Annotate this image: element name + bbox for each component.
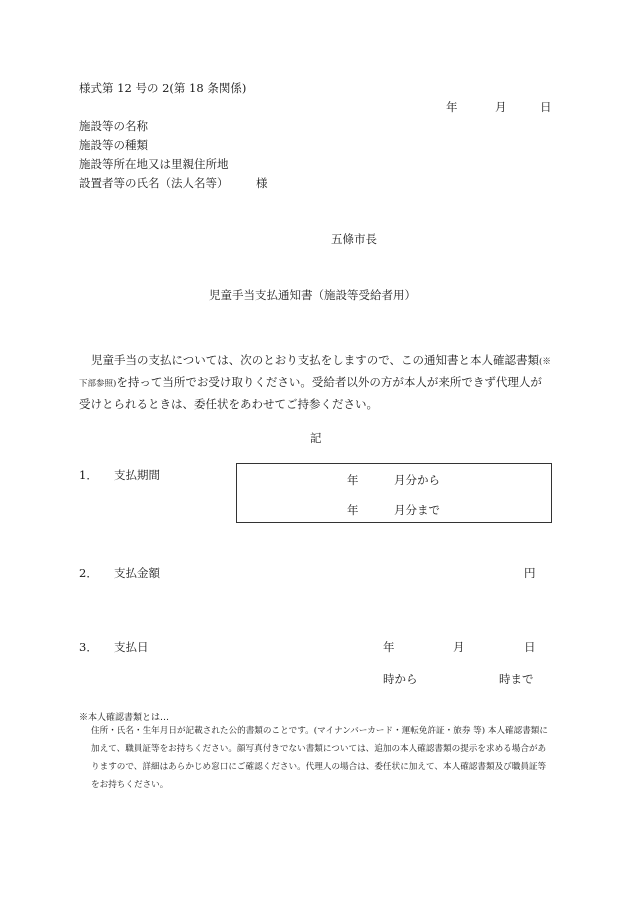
note-heading: ※本人確認書類とは… (79, 713, 170, 723)
item-label: 支払期間 (114, 468, 160, 482)
issuer: 五條市長 (331, 232, 377, 246)
facility-name-label: 施設等の名称 (79, 119, 148, 133)
date-month: 月 (495, 100, 507, 114)
facility-type-label: 施設等の種類 (79, 138, 148, 152)
period-from-year: 年 (347, 473, 359, 487)
note-text: 住所・氏名・生年月日が記載された公的書類のことです。(マイナンバーカード・運転免許証・旅券 等) 本人確認書類に加えて、職員証等をお持ちください。顔写真付きでない書類については、追加の本人確認書類の提示を求める場合がありますので、詳細はあらかじめ窓口にご確認ください。代理人の場合は、委任状に加えて、本人確認書類及び職員証等をお持ちください。 (91, 726, 548, 790)
item-number: 2． (79, 566, 98, 580)
pay-year: 年 (383, 640, 395, 654)
body-part1: 児童手当の支払については、次のとおり支払をしますので、この通知書と本人確認書類 (91, 353, 540, 367)
body-paragraph (79, 350, 553, 414)
date-year: 年 (446, 100, 458, 114)
item-label: 支払日 (114, 640, 149, 654)
body-part2: を持って当所でお受け取りください。受給者以外の方が本人が来所できず代理人が受けとられるときは、委任状をあわせてご持参ください。 (79, 375, 542, 411)
note-reference: (※下部参照) (79, 357, 551, 389)
date-day: 日 (540, 100, 552, 114)
item-label: 支払金額 (114, 566, 160, 580)
amount-unit: 円 (524, 566, 536, 580)
period-to-month: 月分まで (394, 503, 440, 517)
period-to-year: 年 (347, 503, 359, 517)
pay-day: 日 (524, 640, 536, 654)
period-from-month: 月分から (394, 473, 440, 487)
form-number: 様式第 12 号の 2(第 18 条関係) (79, 81, 247, 95)
facility-address-label: 施設等所在地又は里親住所地 (79, 157, 229, 171)
pay-month: 月 (453, 640, 465, 654)
item-number: 3． (79, 640, 98, 654)
document-title: 児童手当支払通知書（施設等受給者用） (209, 288, 416, 302)
item-number: 1． (79, 468, 98, 482)
establisher-name-label: 設置者等の氏名（法人名等） (79, 176, 229, 190)
time-from: 時から (383, 672, 418, 686)
ki-heading: 記 (310, 431, 322, 445)
time-to: 時まで (499, 672, 534, 686)
honorific: 様 (256, 176, 268, 190)
